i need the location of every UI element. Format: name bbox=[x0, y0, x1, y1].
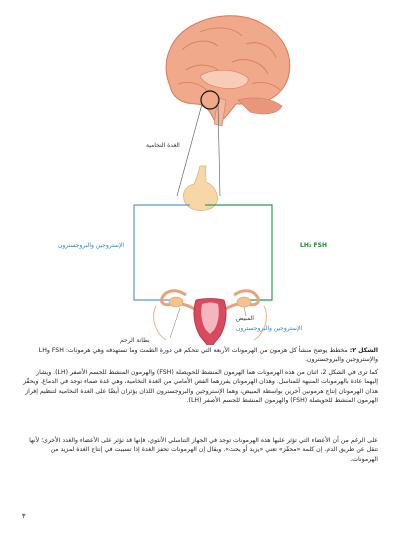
brain-illustration bbox=[166, 16, 290, 126]
ovary-label: المبيض bbox=[236, 315, 254, 322]
pituitary-gland-illustration bbox=[183, 166, 217, 211]
ovary-hormones-label: الإستروجين والبروجسترون bbox=[236, 325, 303, 332]
uterus-lining-label: بطانة الرحم bbox=[120, 337, 150, 344]
pituitary-label: الغدة النخامية bbox=[146, 142, 180, 149]
estrogen-progesterone-label: الإستروجين والبروجسترون bbox=[58, 242, 125, 249]
figure-caption bbox=[22, 346, 378, 365]
caption-text: مخطط يوضح منشأ كل هرمون من الهرمونات الأربعة التي تتحكم في دورة الطمث وما تستهدفه وهي هرمونات: FSH وLH والإستروجين والبروجسترون. bbox=[38, 347, 378, 364]
body-paragraph-2: على الرغم من أن الأعضاء التي تؤثر عليها هذه الهرمونات توجد في الجهاز التناسلي الأنثوي، فإنها قد تؤثر على الأعضاء والغدد الأخرى؛ لأنها تنقل عن طريق الدم. إن كلمة «محفّز» تعني «يزيد أو يحث». ويقال إن الهرمونات تحفز الغدة إذا تسببت في إنتاج الغدة لمزيد من الهرمونات. bbox=[29, 437, 378, 463]
hormone-loop-lines bbox=[134, 205, 272, 300]
body-paragraph-1: كما ترى في الشكل 2، اثنان من هذه الهرمونات هما الهرمون المنشط للحويصلة (FSH) والهرمون المنشط للجسم الأصفر (LH). ويشار إليهما عادة بالهرمونات المنبهة للمناسل. وهذان الهرمونان يفرزهما الفص الأمامي من الغدة النخامية، وهي غدة صماء توجد في الدماغ. ويحفّز هذان الهرمونان إنتاج هرمونين آخرين بواسطة المبيض، وهما الإستروجين والبروجسترون اللذان يؤثران أيضًا على الغدة النخامية لتنظيم إفراز الهرمون المنشط للحويصلة (FSH) والهرمون المنشط للجسم الأصفر (LH). bbox=[23, 369, 378, 405]
page-number: ٣ bbox=[22, 512, 26, 520]
fsh-lh-label: LH₂ FSH bbox=[300, 242, 328, 249]
uterus-lining-leader bbox=[170, 308, 180, 338]
caption-head: الشكل ٢: bbox=[349, 347, 378, 354]
